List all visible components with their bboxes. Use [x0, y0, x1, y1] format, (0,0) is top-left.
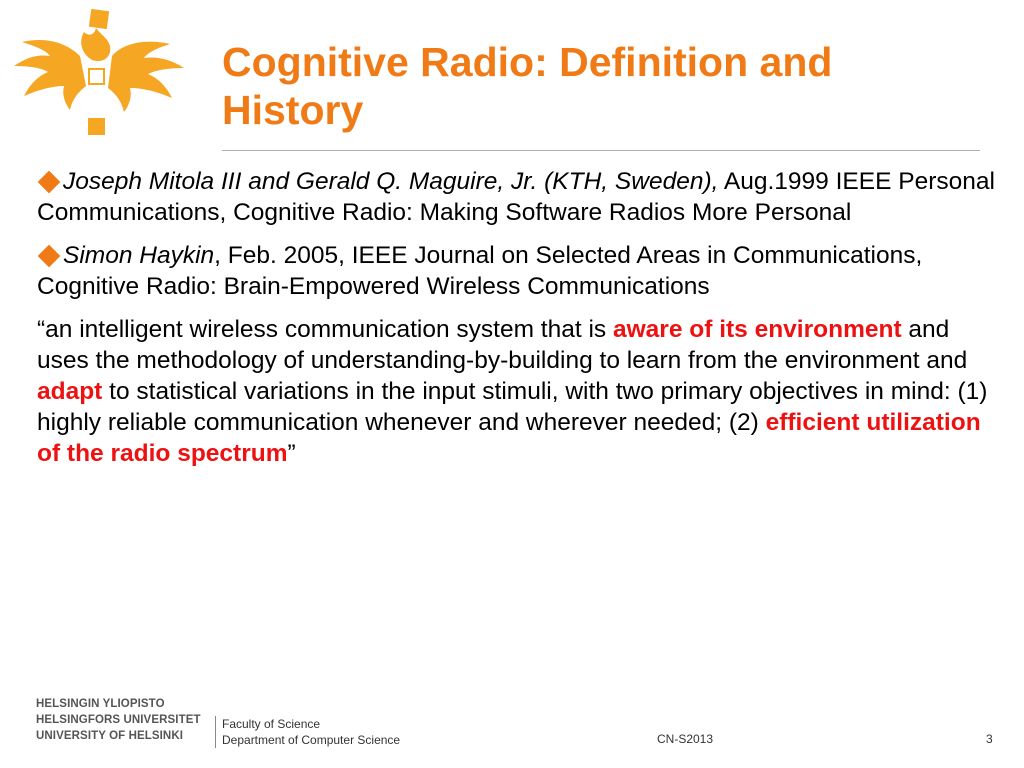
quote-text: “an intelligent wireless communication system that is: [37, 316, 613, 343]
footer-course-code: CN-S2013: [657, 732, 714, 746]
footer-divider: [215, 716, 216, 748]
footer-faculty-block: [222, 716, 400, 748]
title-divider: [222, 150, 980, 151]
bullet-item-mitola: [37, 166, 997, 228]
quote-text: to statistical variations in the input stimuli, with two primary objectives in mind: (1) highly reliable communication whenever and wherever needed; (2): [37, 378, 988, 436]
slide-body: [37, 166, 997, 481]
diamond-bullet-icon: [38, 244, 61, 267]
university-name-fi: HELSINGIN YLIOPISTO: [36, 698, 165, 710]
footer-faculty: Faculty of Science: [222, 717, 321, 731]
bullet-citation: , Feb. 2005, IEEE Journal on Selected Areas in Communications, Cognitive Radio: Brain-Empowered Wireless Communications: [37, 242, 923, 300]
definition-quote: [37, 314, 997, 469]
university-name-sv: HELSINGFORS UNIVERSITET: [36, 714, 201, 726]
footer-department: Department of Computer Science: [222, 733, 401, 747]
university-name-logo: [36, 696, 201, 744]
quote-highlight-adapt: adapt: [37, 378, 103, 405]
diamond-bullet-icon: [38, 170, 61, 193]
slide-title-line2: History: [222, 87, 364, 133]
footer-page-number: 3: [986, 732, 993, 746]
quote-text: and uses the methodology of understanding-by-building to learn from the environment and: [37, 316, 968, 374]
slide-title: [222, 38, 982, 134]
university-name-en: UNIVERSITY OF HELSINKI: [36, 730, 184, 742]
bullet-citation: Aug.1999 IEEE Personal Communications, Cognitive Radio: Making Software Radios More Personal: [37, 168, 995, 226]
quote-highlight-spectrum: efficient utilization of the radio spectrum: [37, 409, 981, 467]
bullet-authors: Joseph Mitola III and Gerald Q. Maguire, Jr. (KTH, Sweden),: [63, 168, 719, 195]
university-flame-logo: [8, 6, 188, 144]
slide-title-line1: Cognitive Radio: Definition and: [222, 39, 833, 85]
bullet-authors: Simon Haykin: [63, 242, 215, 269]
bullet-item-haykin: [37, 240, 997, 302]
quote-text: ”: [287, 440, 296, 467]
quote-highlight-aware: aware of its environment: [612, 316, 902, 343]
